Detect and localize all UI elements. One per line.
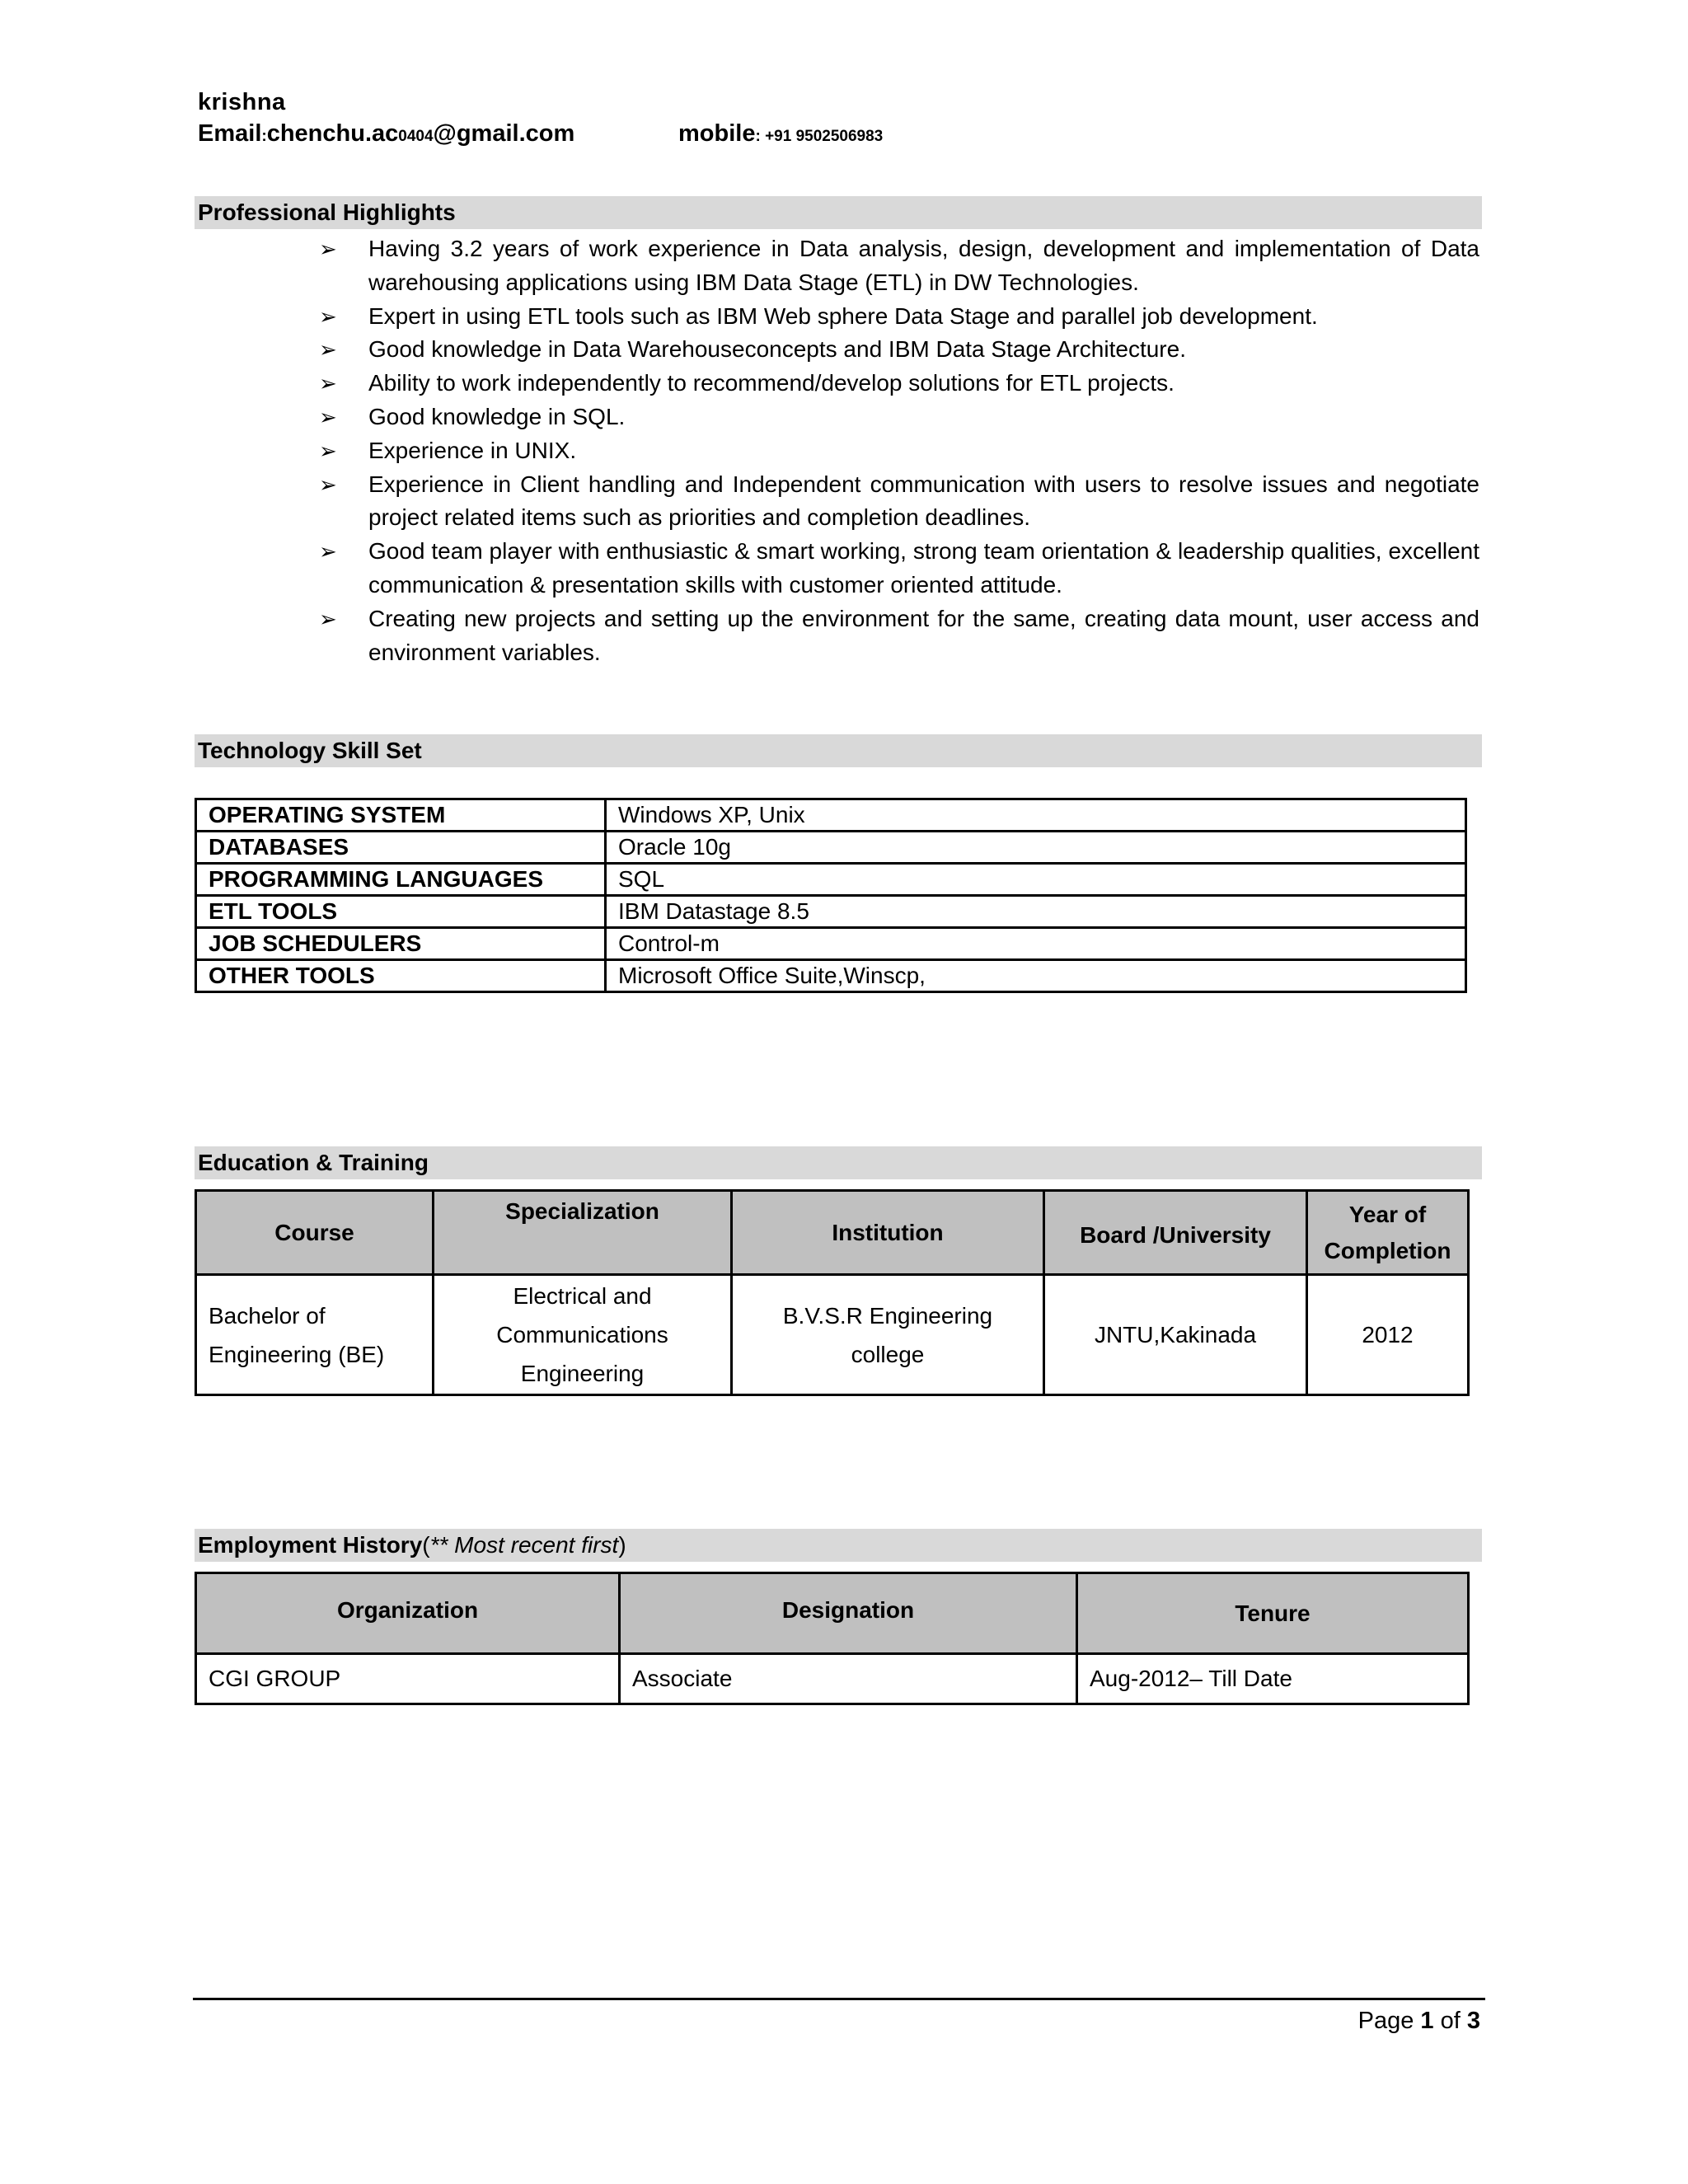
skill-key: PROGRAMMING LANGUAGES xyxy=(196,864,606,896)
skill-value: SQL xyxy=(606,864,1466,896)
section-education-training: Education & Training xyxy=(195,1146,1482,1179)
mobile-label: mobile xyxy=(678,120,756,147)
highlights-list xyxy=(319,232,1479,669)
mobile xyxy=(678,120,883,148)
list-item: ➢ Experience in Client handling and Independent communication with users to resolve issues and negotiate project related items such as priorities and completion deadlines. xyxy=(319,468,1479,536)
skills-table xyxy=(195,798,1467,993)
cell-institution: B.V.S.R Engineering college xyxy=(732,1275,1044,1395)
table-row xyxy=(196,864,1466,896)
contact-line xyxy=(198,120,884,148)
skill-key: OTHER TOOLS xyxy=(196,960,606,992)
section-technology-skill-set: Technology Skill Set xyxy=(195,734,1482,767)
arrow-bullet-icon: ➢ xyxy=(319,303,337,329)
col-organization: Organization xyxy=(196,1573,620,1654)
skill-value: Control-m xyxy=(606,928,1466,960)
email-separator: : xyxy=(261,128,267,145)
cell-organization: CGI GROUP xyxy=(196,1654,620,1704)
skill-key: OPERATING SYSTEM xyxy=(196,799,606,832)
skill-key: JOB SCHEDULERS xyxy=(196,928,606,960)
skill-value: Oracle 10g xyxy=(606,832,1466,864)
employment-table xyxy=(195,1572,1470,1705)
mobile-value: : +91 9502506983 xyxy=(755,128,884,145)
email-part-a: chenchu.ac xyxy=(266,120,399,147)
col-designation: Designation xyxy=(620,1573,1077,1654)
table-row xyxy=(196,960,1466,992)
list-item: ➢ Ability to work independently to recommend/develop solutions for ETL projects. xyxy=(319,367,1479,401)
arrow-bullet-icon: ➢ xyxy=(319,237,337,261)
skill-key: ETL TOOLS xyxy=(196,896,606,928)
section-employment-history xyxy=(195,1529,1482,1562)
employment-note: (** Most recent first) xyxy=(422,1532,626,1558)
list-item: ➢ Good knowledge in Data Warehouseconcepts and IBM Data Stage Architecture. xyxy=(319,333,1479,367)
list-item: ➢ Creating new projects and setting up the environment for the same, creating data mount, user access and environment variables. xyxy=(319,602,1479,670)
table-row xyxy=(196,832,1466,864)
col-course: Course xyxy=(196,1191,434,1275)
table-row xyxy=(196,1275,1469,1395)
employment-title: Employment History xyxy=(198,1532,423,1558)
cell-specialization: Electrical and Communications Engineering xyxy=(434,1275,732,1395)
arrow-bullet-icon: ➢ xyxy=(319,438,337,463)
col-year: Year of Completion xyxy=(1307,1191,1469,1275)
arrow-bullet-icon: ➢ xyxy=(319,371,337,396)
arrow-bullet-icon: ➢ xyxy=(319,337,337,363)
col-tenure: Tenure xyxy=(1077,1573,1469,1654)
skill-key: DATABASES xyxy=(196,832,606,864)
arrow-bullet-icon: ➢ xyxy=(319,539,337,565)
email-part-b: 0404 xyxy=(398,128,434,145)
skill-value: Windows XP, Unix xyxy=(606,799,1466,832)
col-board: Board /University xyxy=(1044,1191,1307,1275)
arrow-bullet-icon: ➢ xyxy=(319,471,337,497)
table-header-row xyxy=(196,1573,1469,1654)
skill-value: Microsoft Office Suite,Winscp, xyxy=(606,960,1466,992)
arrow-bullet-icon: ➢ xyxy=(319,404,337,429)
candidate-name: krishna xyxy=(198,89,286,115)
cell-year: 2012 xyxy=(1307,1275,1469,1395)
education-table xyxy=(195,1189,1470,1396)
table-row xyxy=(196,928,1466,960)
email-part-c: @gmail.com xyxy=(433,120,575,147)
table-row xyxy=(196,896,1466,928)
email-label: Email xyxy=(198,120,262,147)
list-item: ➢ Experience in UNIX. xyxy=(319,434,1479,468)
section-professional-highlights: Professional Highlights xyxy=(195,196,1482,229)
list-item: ➢ Having 3.2 years of work experience in Data analysis, design, development and implementation of Data warehousing applications using IBM Data Stage (ETL) in DW Technologies. xyxy=(319,232,1479,300)
cell-designation: Associate xyxy=(620,1654,1077,1704)
footer-divider xyxy=(193,1998,1485,2000)
list-item: ➢ Good knowledge in SQL. xyxy=(319,401,1479,434)
col-institution: Institution xyxy=(732,1191,1044,1275)
skill-value: IBM Datastage 8.5 xyxy=(606,896,1466,928)
page-number: Page 1 of 3 xyxy=(1357,2008,1480,2034)
table-row xyxy=(196,799,1466,832)
table-row xyxy=(196,1654,1469,1704)
cell-tenure: Aug-2012– Till Date xyxy=(1077,1654,1469,1704)
table-header-row xyxy=(196,1191,1469,1275)
col-specialization: Specialization xyxy=(434,1191,732,1275)
list-item: ➢ Good team player with enthusiastic & smart working, strong team orientation & leadership qualities, excellent communication & presentation skills with customer oriented attitude. xyxy=(319,535,1479,602)
cell-course: Bachelor of Engineering (BE) xyxy=(196,1275,434,1395)
list-item: ➢ Expert in using ETL tools such as IBM Web sphere Data Stage and parallel job development. xyxy=(319,300,1479,334)
arrow-bullet-icon: ➢ xyxy=(319,606,337,631)
cell-board: JNTU,Kakinada xyxy=(1044,1275,1307,1395)
